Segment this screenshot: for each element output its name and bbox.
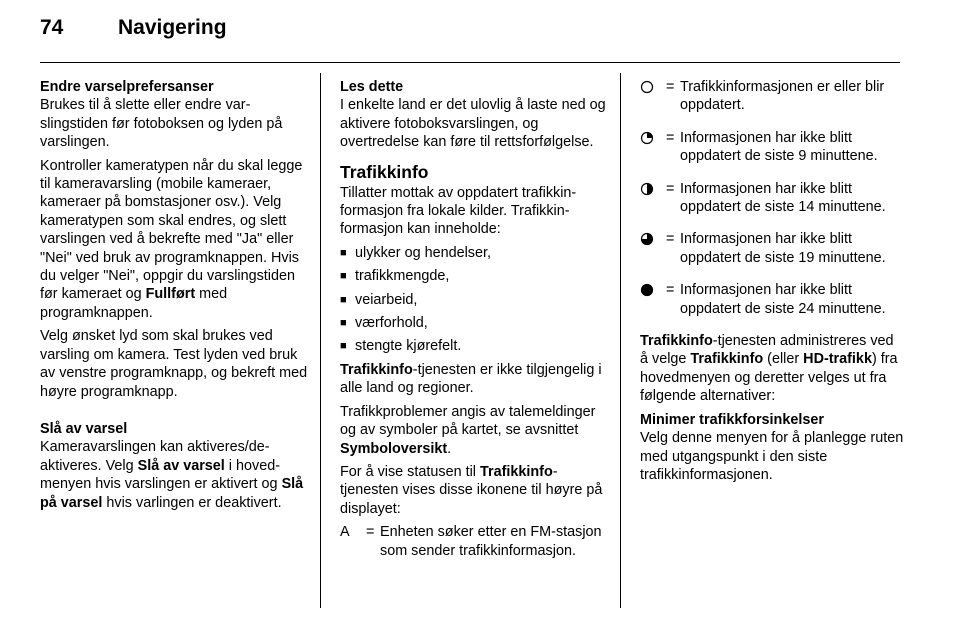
section-change-alert-prefs [40, 78, 310, 152]
text: . [447, 440, 452, 457]
note-box [340, 78, 610, 152]
column-divider-1 [320, 73, 321, 608]
legend-key: A [340, 524, 350, 541]
bold-term: Fullført [145, 286, 196, 303]
status-icon-row [640, 281, 905, 318]
page-number: 74 [40, 16, 64, 39]
paragraph [340, 463, 610, 518]
paragraph [640, 332, 905, 406]
text: Kontroller kameratypen når du skal legge til kameravarsling (mobile kameraer, kameraer på bomstasjoner osv.). Velg kameratypen som skal endres, og slett varslingen ved å bekrefte med "Ja" eller "Nei" ved bruk av programknappen. Hvis du velger "Nei", oppgir du varslingstiden før kameraet og [40, 157, 303, 303]
list-item: ■ ulykker og hendelser, [340, 244, 610, 262]
paragraph: Brukes til å slette eller endre varslingstiden før fotoboksen og lyden på varslingen. [40, 97, 283, 151]
status-icon-row [640, 129, 905, 166]
column-divider-2 [620, 73, 621, 608]
legend-description: Enheten søker etter en FM-stasjon som sender trafikkinformasjon. [380, 524, 602, 559]
equals-sign: = [666, 129, 675, 146]
text: i hovedmenyen hvis varslingen er aktivert og [40, 457, 282, 493]
bold-term: Trafikkinfo [640, 333, 713, 350]
list-item: ■ veiarbeid, [340, 291, 610, 309]
traffic-info-list [340, 244, 610, 356]
status-icon-row [640, 230, 905, 267]
text: Trafikkproblemer angis av talemeldinger og av symboler på kartet, se avsnittet [340, 403, 596, 439]
bold-term: Slå på varsel [40, 476, 304, 511]
bold-term: Symboloversikt [340, 440, 448, 457]
status-icon-list [640, 78, 905, 318]
note-title: Les dette [340, 79, 404, 95]
status-icon-row [640, 180, 905, 217]
section-title: Slå av varsel [40, 420, 128, 437]
header-rule [40, 62, 900, 63]
note-text: I enkelte land er det ulovlig å laste ned og aktivere fotoboksvarslingen, og overtredelse kan føre til rettsforfølgelse. [340, 97, 606, 151]
circle-half-icon [640, 182, 654, 196]
equals-sign: = [666, 231, 675, 248]
column-3 [640, 78, 905, 489]
circle-quarter-icon [640, 131, 654, 145]
text: For å vise statusen til [340, 463, 480, 480]
bold-term: Trafikkinfo [690, 351, 764, 368]
paragraph: Tillatter mottak av oppdatert trafikkinformasjon fra lokale kilder. Trafikkinformasjon kan inneholde: [340, 184, 577, 238]
bold-term: HD-trafikk [803, 351, 872, 368]
status-icon-row [640, 78, 905, 115]
bold-term: Slå av varsel [137, 457, 225, 474]
paragraph: Velg denne menyen for å planlegge ruten med utgangspunkt i den siste trafikkinformasjonen. [640, 430, 904, 483]
paragraph [40, 157, 310, 323]
text: -tjenesten er ikke tilgjengelig i alle land og regioner. [340, 361, 602, 397]
icon-description: Informasjonen har ikke blitt oppdatert de siste 14 minuttene. [680, 180, 886, 216]
icon-description: Informasjonen har ikke blitt oppdatert de siste 9 minuttene. [680, 129, 878, 165]
equals-sign: = [666, 282, 675, 299]
equals-sign: = [666, 79, 675, 95]
subsection [640, 411, 905, 485]
page-title: Navigering [118, 16, 227, 39]
bold-term: Trafikkinfo [340, 361, 413, 378]
list-item: ■ værforhold, [340, 314, 610, 332]
icon-description: Informasjonen har ikke blitt oppdatert de siste 19 minuttene. [680, 231, 886, 266]
text: ) fra hovedmenyen og deretter velges ut fra følgende alternativer: [640, 351, 898, 405]
circle-three-quarter-icon [640, 232, 654, 246]
column-2 [340, 78, 610, 564]
text: -tjenesten vises disse ikonene til høyre på displayet: [340, 463, 603, 517]
paragraph [340, 403, 610, 458]
paragraph: Velg ønsket lyd som skal brukes ved varsling om kamera. Test lyden ved bruk av venstre programknapp, og bekreft med høyre programknapp. [40, 328, 308, 400]
text: (eller [763, 351, 804, 368]
section-title: Endre varselprefersanser [40, 79, 214, 95]
text: Kameravarslingen kan aktiveres/deaktiveres. Velg [40, 439, 270, 474]
section-disable-alert [40, 420, 310, 512]
text: hvis varlingen er deaktivert. [102, 494, 282, 511]
icon-description: Informasjonen har ikke blitt oppdatert de siste 24 minuttene. [680, 282, 886, 317]
equals-sign: = [366, 524, 375, 541]
column-1 [40, 78, 310, 517]
legend-row-a [340, 523, 610, 560]
equals-sign: = [666, 180, 675, 197]
subsection-title: Minimer trafikkforsinkelser [640, 411, 824, 428]
bold-term: Trafikkinfo [479, 463, 553, 480]
section-heading-traffic-info: Trafikkinfo [340, 161, 429, 182]
text: med programknappen. [40, 286, 228, 321]
list-item: ■ stengte kjørefelt. [340, 337, 610, 355]
text: -tjenesten administreres ved å velge [640, 333, 894, 368]
circle-empty-icon [640, 80, 654, 94]
icon-description: Trafikkinformasjonen er eller blir oppdatert. [680, 79, 885, 114]
list-item: ■ trafikkmengde, [340, 267, 610, 285]
paragraph [340, 361, 610, 398]
circle-full-icon [640, 283, 654, 297]
